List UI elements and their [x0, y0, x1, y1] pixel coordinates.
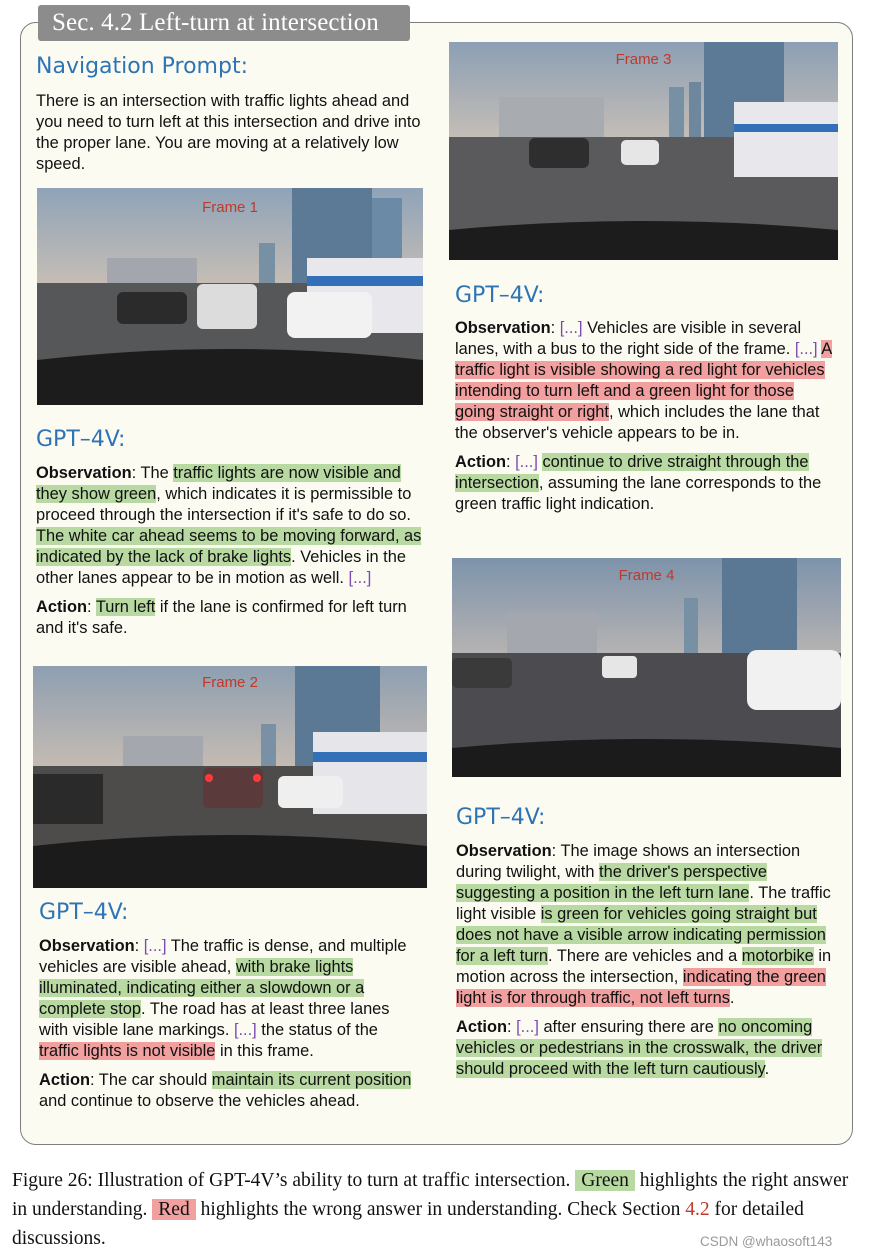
gpt-heading-1: GPT–4V: — [36, 427, 126, 452]
frame-1-label: Frame 1 — [202, 199, 258, 216]
frame-4-label: Frame 4 — [618, 567, 675, 584]
action-label: Action — [456, 1018, 507, 1036]
caption-red-swatch: Red — [152, 1199, 195, 1220]
green-highlight: The white car ahead seems to be moving forward, as indicated by the lack of brake lights — [36, 527, 422, 566]
red-highlight: indicating the green light is for through traffic, not left turns — [456, 968, 826, 1007]
action-label: Action — [455, 453, 506, 471]
response-4: Observation: The image shows an intersection during twilight, with the driver's perspective suggesting a position in the left turn lane. The traffic light visible is green for vehicles going straight but does not have a visible arrow indicating permission for a left turn. There are vehicles and a motorbike in motion across the intersection, indicating the green light is for through traffic, not left turns. Action: [...] after ensuring there are no oncoming vehicles or pedestrians in the crosswalk, the driver should proceed with the left turn cautiously. — [456, 842, 832, 1078]
nav-prompt-text: There is an intersection with traffic lights ahead and you need to turn left at this intersection and drive into the proper lane. You are moving at a relatively low speed. — [36, 92, 421, 173]
frame-1-image — [37, 188, 423, 405]
green-highlight: the driver's perspective suggesting a position in the left turn lane — [456, 863, 768, 902]
frame-2-image — [33, 666, 427, 888]
observation-label: Observation — [39, 937, 135, 955]
response-1: Observation: The traffic lights are now visible and they show green, which indicates it is permissible to proceed through the intersection if it's safe to do so. The white car ahead seems to be moving forward, as indicated by the lack of brake lights. Vehicles in the other lanes appear to be in motion as well. [...] Action: Turn left if the lane is confirmed for left turn and it's safe. — [36, 464, 422, 637]
green-highlight: with brake lights illuminated, indicating either a slowdown or a complete stop — [39, 958, 365, 1018]
green-highlight: continue to drive straight through the intersection — [455, 453, 809, 492]
red-highlight: A traffic light is visible showing a red light for vehicles intending to turn left and a green light for those going straight or right — [455, 340, 833, 421]
gpt-heading-2: GPT–4V: — [39, 900, 129, 925]
nav-prompt-heading: Navigation Prompt: — [36, 54, 248, 79]
frame-3-image — [449, 42, 838, 260]
action-label: Action — [39, 1071, 90, 1089]
action-label: Action — [36, 598, 87, 616]
response-3: Observation: [...] Vehicles are visible in several lanes, with a bus to the right side of the frame. [...] A traffic light is visible showing a red light for vehicles intending to turn left and a green light for those going straight or right, which includes the lane that the observer's vehicle appears to be in. Action: [...] continue to drive straight through the intersection, assuming the lane corresponds to the green traffic light indication. — [455, 319, 833, 513]
gpt-heading-4: GPT–4V: — [456, 805, 546, 830]
green-highlight: traffic lights are now visible and they show green — [36, 464, 401, 503]
section-reference-link[interactable]: 4.2 — [685, 1199, 710, 1220]
green-highlight: is green for vehicles going straight but does not have a visible arrow indicating permission for a left turn — [456, 905, 826, 965]
figure-caption: Figure 26: Illustration of GPT-4V’s ability to turn at traffic intersection. Green highlights the right answer in understanding. Red highlights the wrong answer in understanding. Check Section 4.2 for detailed discussions. — [12, 1170, 849, 1249]
gpt-heading-3: GPT–4V: — [455, 283, 545, 308]
green-highlight: Turn left — [95, 598, 156, 616]
frame-3-label: Frame 3 — [615, 51, 672, 68]
observation-label: Observation — [456, 842, 552, 860]
response-2: Observation: [...] The traffic is dense, and multiple vehicles are visible ahead, with brake lights illuminated, indicating either a slowdown or a complete stop. The road has at least three lanes with visible lane markings. [...] the status of the traffic lights is not visible in this frame. Action: The car should maintain its current position and continue to observe the vehicles ahead. — [39, 937, 412, 1110]
section-title: Sec. 4.2 Left-turn at intersection — [38, 5, 410, 41]
green-highlight: maintain its current position — [211, 1071, 412, 1089]
frame-2-label: Frame 2 — [202, 674, 258, 691]
green-highlight: motorbike — [741, 947, 814, 965]
caption-green-swatch: Green — [575, 1170, 635, 1191]
green-highlight: no oncoming vehicles or pedestrians in the crosswalk, the driver should proceed with the left turn cautiously — [456, 1018, 823, 1078]
observation-label: Observation — [36, 464, 132, 482]
observation-label: Observation — [455, 319, 551, 337]
watermark: CSDN @whaosoft143 — [700, 1234, 833, 1249]
red-highlight: traffic lights is not visible — [39, 1042, 216, 1060]
frame-4-image — [452, 558, 841, 777]
